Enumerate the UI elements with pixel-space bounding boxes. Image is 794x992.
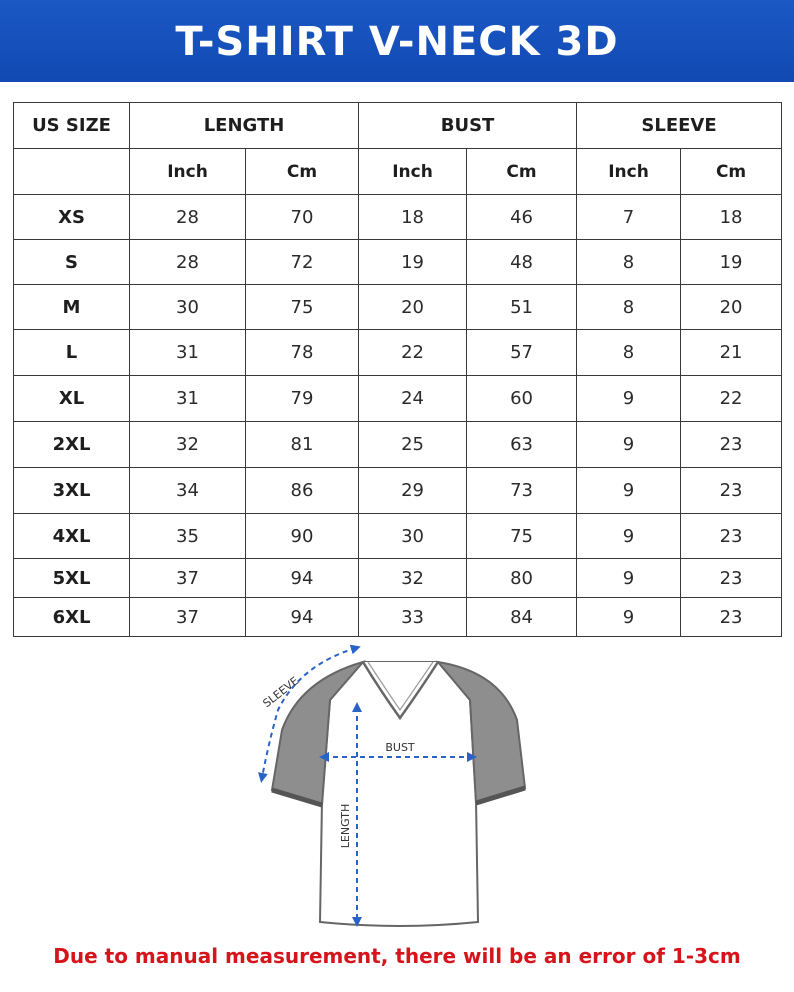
size-cell: XS [14,195,130,240]
sleeve-cm-cell: 22 [681,376,782,422]
table-row [14,559,782,598]
length-cm-cell: 75 [246,285,359,330]
length-inch-cell: 28 [130,240,246,285]
length-inch-cell: 30 [130,285,246,330]
sleeve-inch-cell: 9 [577,468,681,514]
bust-cm-cell: 46 [467,195,577,240]
table-row [14,422,782,468]
bust-inch-cell: 25 [359,422,467,468]
title-banner [0,0,794,82]
length-inch-cell: 28 [130,195,246,240]
subheader-length-inch: Inch [130,149,246,195]
length-cm-cell: 86 [246,468,359,514]
size-cell: XL [14,376,130,422]
sleeve-inch-cell: 7 [577,195,681,240]
subheader-length-cm: Cm [246,149,359,195]
length-cm-cell: 90 [246,514,359,559]
sleeve-cm-cell: 23 [681,514,782,559]
size-chart-table [13,102,782,637]
bust-label: BUST [385,741,415,754]
table-header-row [14,103,782,149]
bust-inch-cell: 22 [359,330,467,376]
subheader-bust-cm: Cm [467,149,577,195]
subheader-empty [14,149,130,195]
sleeve-inch-cell: 9 [577,598,681,637]
bust-cm-cell: 57 [467,330,577,376]
sleeve-cm-cell: 23 [681,422,782,468]
length-inch-cell: 32 [130,422,246,468]
tshirt-diagram [250,645,550,935]
table-row [14,285,782,330]
length-inch-cell: 31 [130,376,246,422]
table-row [14,376,782,422]
bust-cm-cell: 75 [467,514,577,559]
length-cm-cell: 78 [246,330,359,376]
header-length: LENGTH [130,103,359,149]
size-cell: M [14,285,130,330]
table-row [14,598,782,637]
length-inch-cell: 37 [130,559,246,598]
bust-cm-cell: 51 [467,285,577,330]
sleeve-inch-cell: 9 [577,376,681,422]
sleeve-cm-cell: 20 [681,285,782,330]
length-cm-cell: 72 [246,240,359,285]
bust-cm-cell: 60 [467,376,577,422]
bust-cm-cell: 48 [467,240,577,285]
sleeve-cm-cell: 23 [681,559,782,598]
length-inch-cell: 34 [130,468,246,514]
sleeve-inch-cell: 9 [577,559,681,598]
sleeve-inch-cell: 8 [577,330,681,376]
header-sleeve: SLEEVE [577,103,782,149]
size-cell: L [14,330,130,376]
sleeve-cm-cell: 21 [681,330,782,376]
sleeve-label: SLEEVE [260,674,302,711]
sleeve-inch-cell: 8 [577,285,681,330]
size-cell: 2XL [14,422,130,468]
bust-inch-cell: 33 [359,598,467,637]
bust-cm-cell: 73 [467,468,577,514]
table-row [14,240,782,285]
size-cell: 6XL [14,598,130,637]
header-us-size: US SIZE [14,103,130,149]
length-cm-cell: 70 [246,195,359,240]
bust-inch-cell: 24 [359,376,467,422]
sleeve-cm-cell: 19 [681,240,782,285]
page-title: T-SHIRT V-NECK 3D [175,19,619,65]
sleeve-cm-cell: 23 [681,598,782,637]
length-cm-cell: 94 [246,598,359,637]
length-inch-cell: 35 [130,514,246,559]
subheader-sleeve-cm: Cm [681,149,782,195]
bust-inch-cell: 30 [359,514,467,559]
bust-cm-cell: 84 [467,598,577,637]
table-row [14,514,782,559]
sleeve-inch-cell: 9 [577,422,681,468]
table-body [14,195,782,637]
table-row [14,195,782,240]
table-row [14,330,782,376]
length-inch-cell: 31 [130,330,246,376]
table-row [14,468,782,514]
sleeve-cm-cell: 23 [681,468,782,514]
length-cm-cell: 81 [246,422,359,468]
subheader-sleeve-inch: Inch [577,149,681,195]
bust-inch-cell: 19 [359,240,467,285]
bust-inch-cell: 20 [359,285,467,330]
bust-cm-cell: 63 [467,422,577,468]
length-cm-cell: 94 [246,559,359,598]
length-cm-cell: 79 [246,376,359,422]
size-cell: S [14,240,130,285]
size-cell: 5XL [14,559,130,598]
sleeve-inch-cell: 8 [577,240,681,285]
bust-inch-cell: 32 [359,559,467,598]
size-cell: 3XL [14,468,130,514]
measurement-note: Due to manual measurement, there will be an error of 1-3cm [53,944,741,968]
bust-inch-cell: 29 [359,468,467,514]
length-inch-cell: 37 [130,598,246,637]
bust-cm-cell: 80 [467,559,577,598]
bust-inch-cell: 18 [359,195,467,240]
table-subheader-row [14,149,782,195]
sleeve-inch-cell: 9 [577,514,681,559]
sleeve-cm-cell: 18 [681,195,782,240]
size-cell: 4XL [14,514,130,559]
subheader-bust-inch: Inch [359,149,467,195]
header-bust: BUST [359,103,577,149]
length-label: LENGTH [339,803,352,849]
